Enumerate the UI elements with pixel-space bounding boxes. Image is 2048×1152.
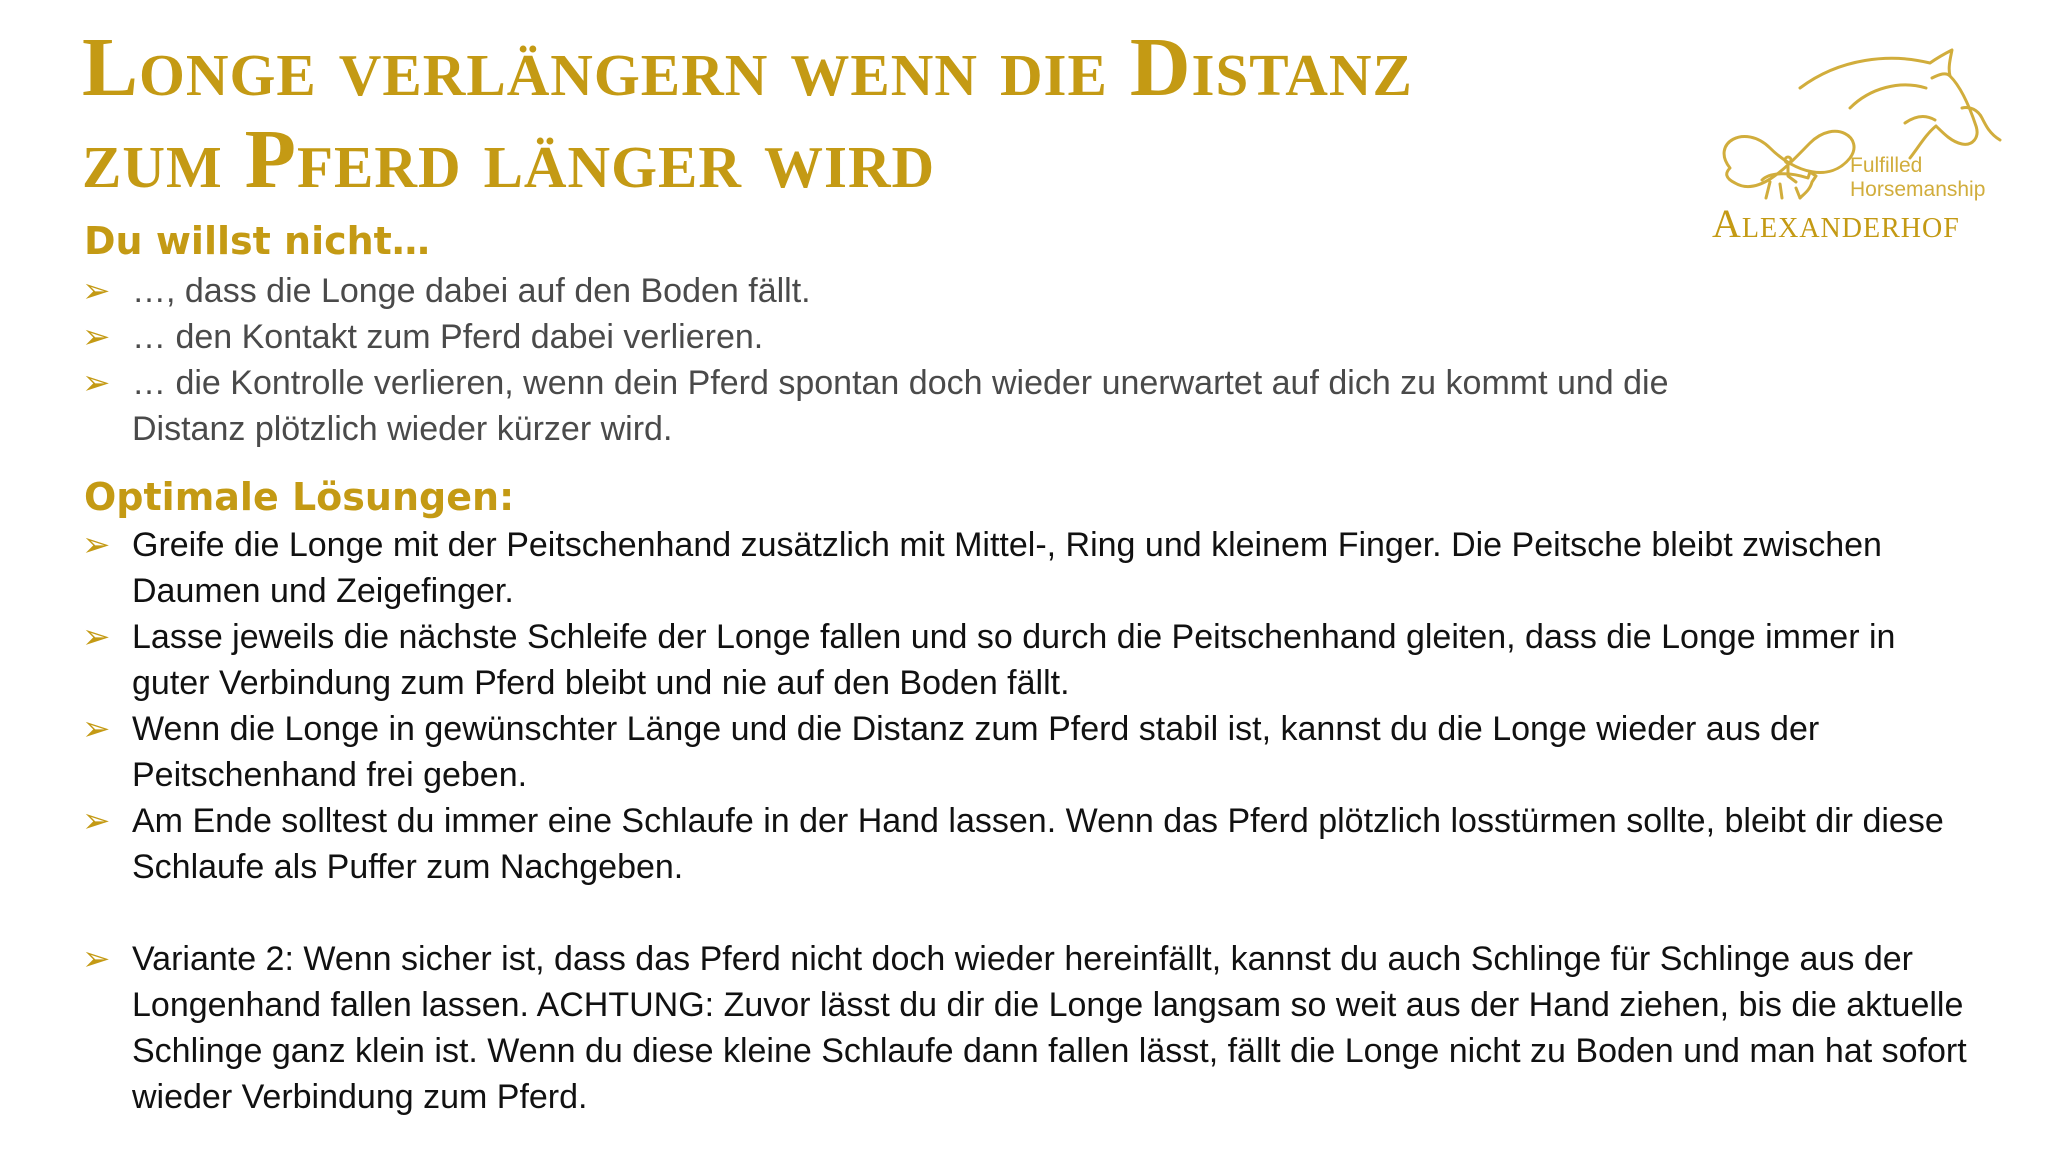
solution-list <box>82 522 1982 1120</box>
section-heading-du-willst-nicht: Du willst nicht… <box>84 219 430 263</box>
logo-tagline <box>1850 154 1985 202</box>
arrow-bullet-icon: ➢ <box>82 802 111 840</box>
list-item-text: … den Kontakt zum Pferd dabei verlieren. <box>132 318 764 356</box>
list-item-text: Am Ende solltest du immer eine Schlaufe in der Hand lassen. Wenn das Pferd plötzlich losstürmen sollte, bleibt dir diese Schlaufe als Puffer zum Nachgeben. <box>132 802 1944 886</box>
list-item <box>82 268 1982 314</box>
list-item-text: Greife die Longe mit der Peitschenhand zusätzlich mit Mittel-, Ring und kleinem Finger. Die Peitsche bleibt zwischen Daumen und Zeigefinger. <box>132 526 1882 610</box>
arrow-bullet-icon: ➢ <box>82 318 111 356</box>
logo-tagline-line-1: Fulfilled <box>1850 154 1923 177</box>
arrow-bullet-icon: ➢ <box>82 526 111 564</box>
list-item-text: Variante 2: Wenn sicher ist, dass das Pferd nicht doch wieder hereinfällt, kannst du auch Schlinge für Schlinge aus der Longenhand fallen lassen. ACHTUNG: Zuvor lässt du dir die Longe langsam so weit aus der Hand ziehen, bis die aktuelle Schlinge ganz klein ist. Wenn du diese kleine Schlaufe dann fallen lässt, fällt die Longe nicht zu Boden und man hat sofort wieder Verbindung zum Pferd. <box>132 940 1967 1116</box>
arrow-bullet-icon: ➢ <box>82 618 111 656</box>
list-item <box>82 706 1982 798</box>
problem-list <box>82 268 1982 452</box>
list-item <box>82 314 1982 360</box>
list-item-text: … die Kontrolle verlieren, wenn dein Pferd spontan doch wieder unerwartet auf dich zu kommt und die Distanz plötzlich wieder kürzer wird. <box>132 364 1669 448</box>
page-title <box>82 22 1642 206</box>
list-item-text: Lasse jeweils die nächste Schleife der Longe fallen und so durch die Peitschenhand gleiten, dass die Longe immer in guter Verbindung zum Pferd bleibt und nie auf den Boden fällt. <box>132 618 1896 702</box>
list-item <box>82 360 1982 452</box>
list-item-text: …, dass die Longe dabei auf den Boden fällt. <box>132 272 811 310</box>
page-title-line-1: Longe verlängern wenn die Distanz <box>82 21 1413 114</box>
logo-tagline-line-2: Horsemanship <box>1850 178 1986 201</box>
arrow-bullet-icon: ➢ <box>82 940 111 978</box>
list-item <box>82 798 1982 890</box>
list-item-text: Wenn die Longe in gewünschter Länge und die Distanz zum Pferd stabil ist, kannst du die Longe wieder aus der Peitschenhand frei geben. <box>132 710 1820 794</box>
list-item <box>82 936 1982 1120</box>
logo-brand-name: Alexanderhof <box>1712 201 1960 246</box>
alexanderhof-logo <box>1700 48 2010 248</box>
list-item <box>82 614 1982 706</box>
list-item <box>82 522 1982 614</box>
page-title-line-2: zum Pferd länger wird <box>82 113 936 206</box>
section-heading-optimale-loesungen: Optimale Lösungen: <box>84 475 515 519</box>
arrow-bullet-icon: ➢ <box>82 272 111 310</box>
arrow-bullet-icon: ➢ <box>82 710 111 748</box>
arrow-bullet-icon: ➢ <box>82 364 111 402</box>
